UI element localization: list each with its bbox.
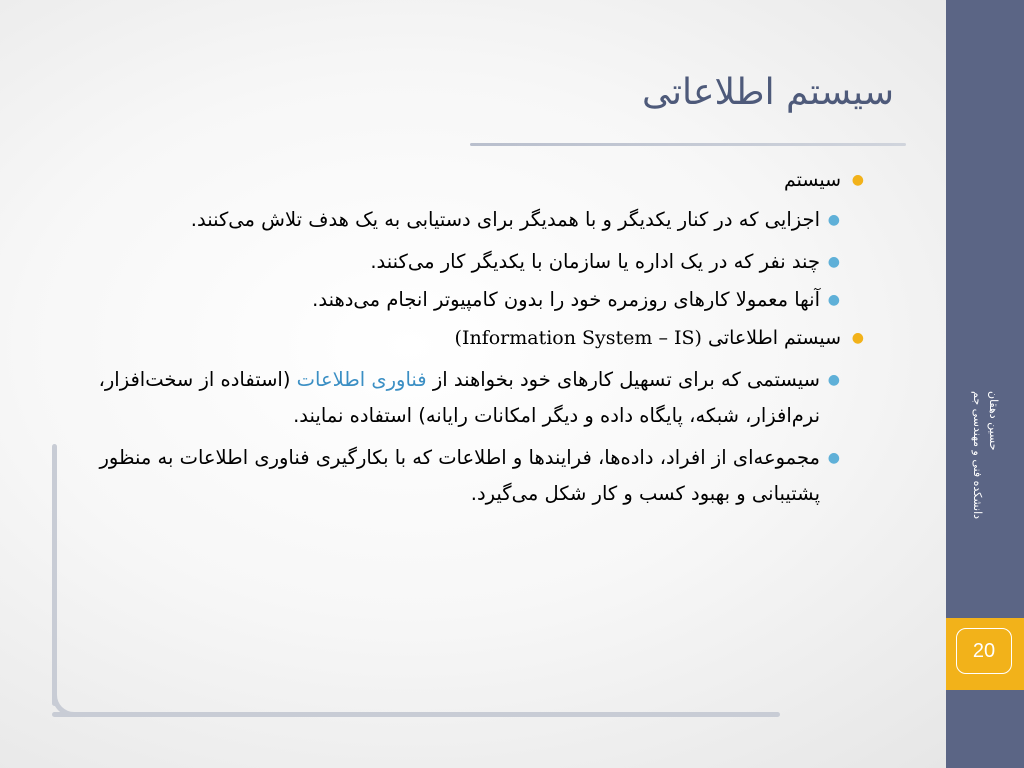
bullet-dot-icon: ●	[827, 212, 840, 228]
bullet-item	[66, 362, 864, 434]
it-link[interactable]: فناوری اطلاعات	[296, 368, 427, 391]
bullet-dot-icon: ●	[851, 172, 864, 188]
slide-title: سیستم اطلاعاتی	[641, 72, 894, 113]
bullet-item	[66, 244, 864, 280]
page-number-box	[946, 618, 1024, 690]
bullet-text: اجزایی که در کنار یکدیگر و با همدیگر برای دستیابی به یک هدف تلاش می‌کنند.	[190, 208, 820, 231]
bullet-text: (استفاده از سخت‌افزار، نرم‌افزار، شبکه، پایگاه داده و دیگر امکانات رایانه) استفاده نمایند.	[98, 368, 820, 427]
bullet-list	[66, 162, 864, 514]
frame-left-line	[52, 444, 57, 706]
author-text	[969, 391, 1001, 519]
bullet-dot-icon: ●	[827, 292, 840, 308]
author-name: حسین دهقان	[987, 390, 1000, 451]
page-number: 20	[972, 639, 996, 662]
author-block	[946, 330, 1024, 580]
bullet-item	[66, 320, 864, 356]
bullet-item	[66, 440, 864, 512]
bullet-item	[66, 282, 864, 318]
bullet-text: آنها معمولا کارهای روزمره خود را بدون کامپیوتر انجام می‌دهند.	[312, 288, 820, 311]
bullet-english-term: (Information System – IS)	[454, 327, 702, 349]
bullet-text: سیستم اطلاعاتی	[707, 327, 841, 349]
bullet-text: چند نفر که در یک اداره یا سازمان با یکدیگر کار می‌کنند.	[370, 250, 820, 273]
bullet-text: مجموعه‌ای از افراد، داده‌ها، فرایندها و اطلاعات که با بکارگیری فناوری اطلاعات به منظور پشتیبانی و بهبود کسب و کار شکل می‌گیرد.	[99, 446, 820, 505]
title-underline	[470, 143, 906, 146]
bullet-text: سیستمی که برای تسهیل کارهای خود بخواهند از	[432, 368, 820, 391]
frame-bottom-line	[52, 712, 780, 717]
bullet-dot-icon: ●	[827, 254, 840, 270]
bullet-item	[66, 162, 864, 198]
bullet-item	[66, 202, 864, 238]
bullet-dot-icon: ●	[827, 372, 840, 388]
bullet-text: سیستم	[784, 169, 841, 191]
page-number-frame	[956, 628, 1012, 674]
author-affiliation: دانشکده فنی و مهندسی جم	[971, 390, 984, 520]
bullet-dot-icon: ●	[827, 450, 840, 466]
bullet-dot-icon: ●	[851, 330, 864, 346]
